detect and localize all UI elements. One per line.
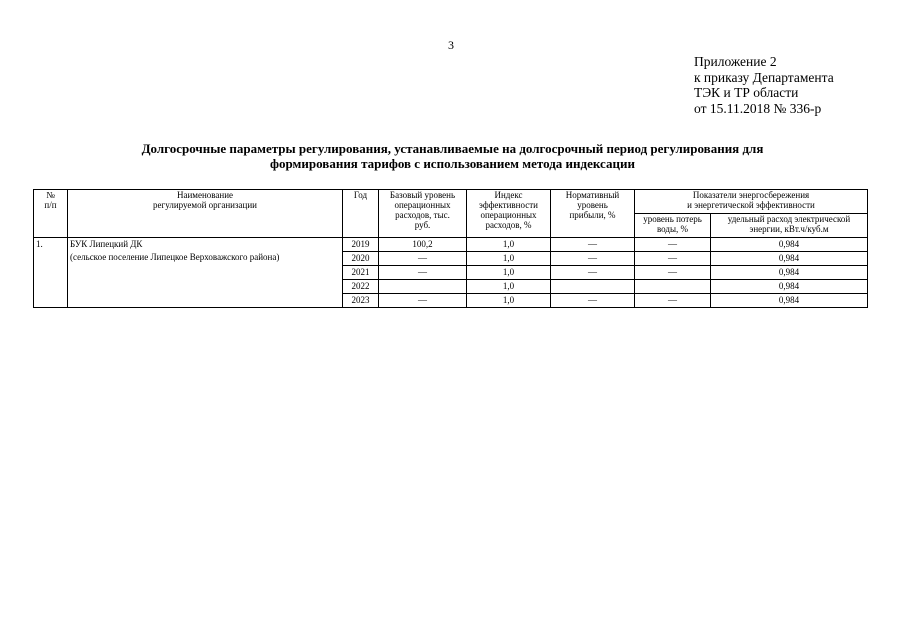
header-base-level — [379, 190, 467, 238]
header-organization — [68, 190, 343, 238]
efficiency-index-cell: 1,0 — [467, 280, 551, 294]
header-text: операционных — [394, 200, 451, 210]
header-text: и энергетической эффективности — [687, 200, 815, 210]
header-text: операционных — [480, 210, 537, 220]
electricity-consumption-cell: 0,984 — [711, 266, 868, 280]
header-energy-indicators — [635, 190, 868, 214]
header-text: уровень — [577, 200, 608, 210]
header-number — [34, 190, 68, 238]
header-text: расходов, % — [485, 220, 532, 230]
appendix-line: ТЭК и ТР области — [694, 85, 799, 100]
profit-level-cell: — — [551, 294, 635, 308]
header-year — [343, 190, 379, 238]
document-title — [40, 141, 865, 171]
base-level-cell: — — [379, 294, 467, 308]
year-cell: 2022 — [343, 280, 379, 294]
year-cell: 2021 — [343, 266, 379, 280]
header-text: руб. — [414, 220, 431, 230]
appendix-block — [694, 54, 834, 116]
org-name-cell — [68, 238, 343, 308]
header-text: расходов, тыс. — [395, 210, 450, 220]
header-text: п/п — [44, 200, 57, 210]
water-loss-cell: — — [635, 252, 711, 266]
efficiency-index-cell: 1,0 — [467, 238, 551, 252]
appendix-line: к приказу Департамента — [694, 69, 834, 85]
header-efficiency-index — [467, 190, 551, 238]
water-loss-cell: — — [635, 294, 711, 308]
header-text: Показатели энергосбережения — [692, 190, 810, 200]
water-loss-cell — [635, 280, 711, 294]
header-text: Базовый уровень — [389, 190, 456, 200]
header-text: № — [46, 190, 55, 200]
profit-level-cell: — — [551, 252, 635, 266]
efficiency-index-cell: 1,0 — [467, 252, 551, 266]
header-text: Год — [353, 190, 368, 200]
base-level-cell: — — [379, 266, 467, 280]
base-level-cell: — — [379, 252, 467, 266]
profit-level-cell: — — [551, 238, 635, 252]
appendix-line: Приложение 2 — [694, 54, 777, 69]
profit-level-cell — [551, 280, 635, 294]
electricity-consumption-cell: 0,984 — [711, 294, 868, 308]
header-text: уровень потерь — [643, 214, 702, 224]
base-level-cell: 100,2 — [379, 238, 467, 252]
header-text: эффективности — [479, 200, 538, 210]
header-electricity-consumption — [711, 214, 868, 238]
profit-level-cell: — — [551, 266, 635, 280]
electricity-consumption-cell: 0,984 — [711, 238, 868, 252]
header-row — [34, 190, 868, 214]
base-level-cell — [379, 280, 467, 294]
header-text: регулируемой организации — [153, 200, 257, 210]
org-number: 1. — [34, 238, 68, 308]
electricity-consumption-cell: 0,984 — [711, 252, 868, 266]
page-number: 3 — [448, 38, 454, 52]
efficiency-index-cell: 1,0 — [467, 294, 551, 308]
header-water-loss — [635, 214, 711, 238]
header-text: Наименование — [176, 190, 234, 200]
header-text: Индекс — [494, 190, 523, 200]
header-text: прибыли, % — [569, 210, 616, 220]
table-row — [34, 238, 868, 252]
electricity-consumption-cell: 0,984 — [711, 280, 868, 294]
water-loss-cell: — — [635, 238, 711, 252]
year-cell: 2023 — [343, 294, 379, 308]
header-text: удельный расход электрической — [727, 214, 851, 224]
header-text: воды, % — [656, 224, 689, 234]
water-loss-cell: — — [635, 266, 711, 280]
org-settlement: (сельское поселение Липецкое Верховажского района) — [70, 252, 280, 262]
appendix-line: от 15.11.2018 № 336-р — [694, 100, 822, 116]
header-text: энергии, кВт.ч/куб.м — [749, 224, 829, 234]
year-cell: 2020 — [343, 252, 379, 266]
header-profit-level — [551, 190, 635, 238]
year-cell: 2019 — [343, 238, 379, 252]
org-name: БУК Липецкий ДК — [70, 239, 143, 249]
title-line: Долгосрочные параметры регулирования, устанавливаемые на долгосрочный период регулирования для — [141, 141, 764, 156]
parameters-table — [33, 189, 868, 308]
title-line: формирования тарифов с использованием метода индексации — [270, 156, 635, 171]
efficiency-index-cell: 1,0 — [467, 266, 551, 280]
header-text: Нормативный — [565, 190, 620, 200]
